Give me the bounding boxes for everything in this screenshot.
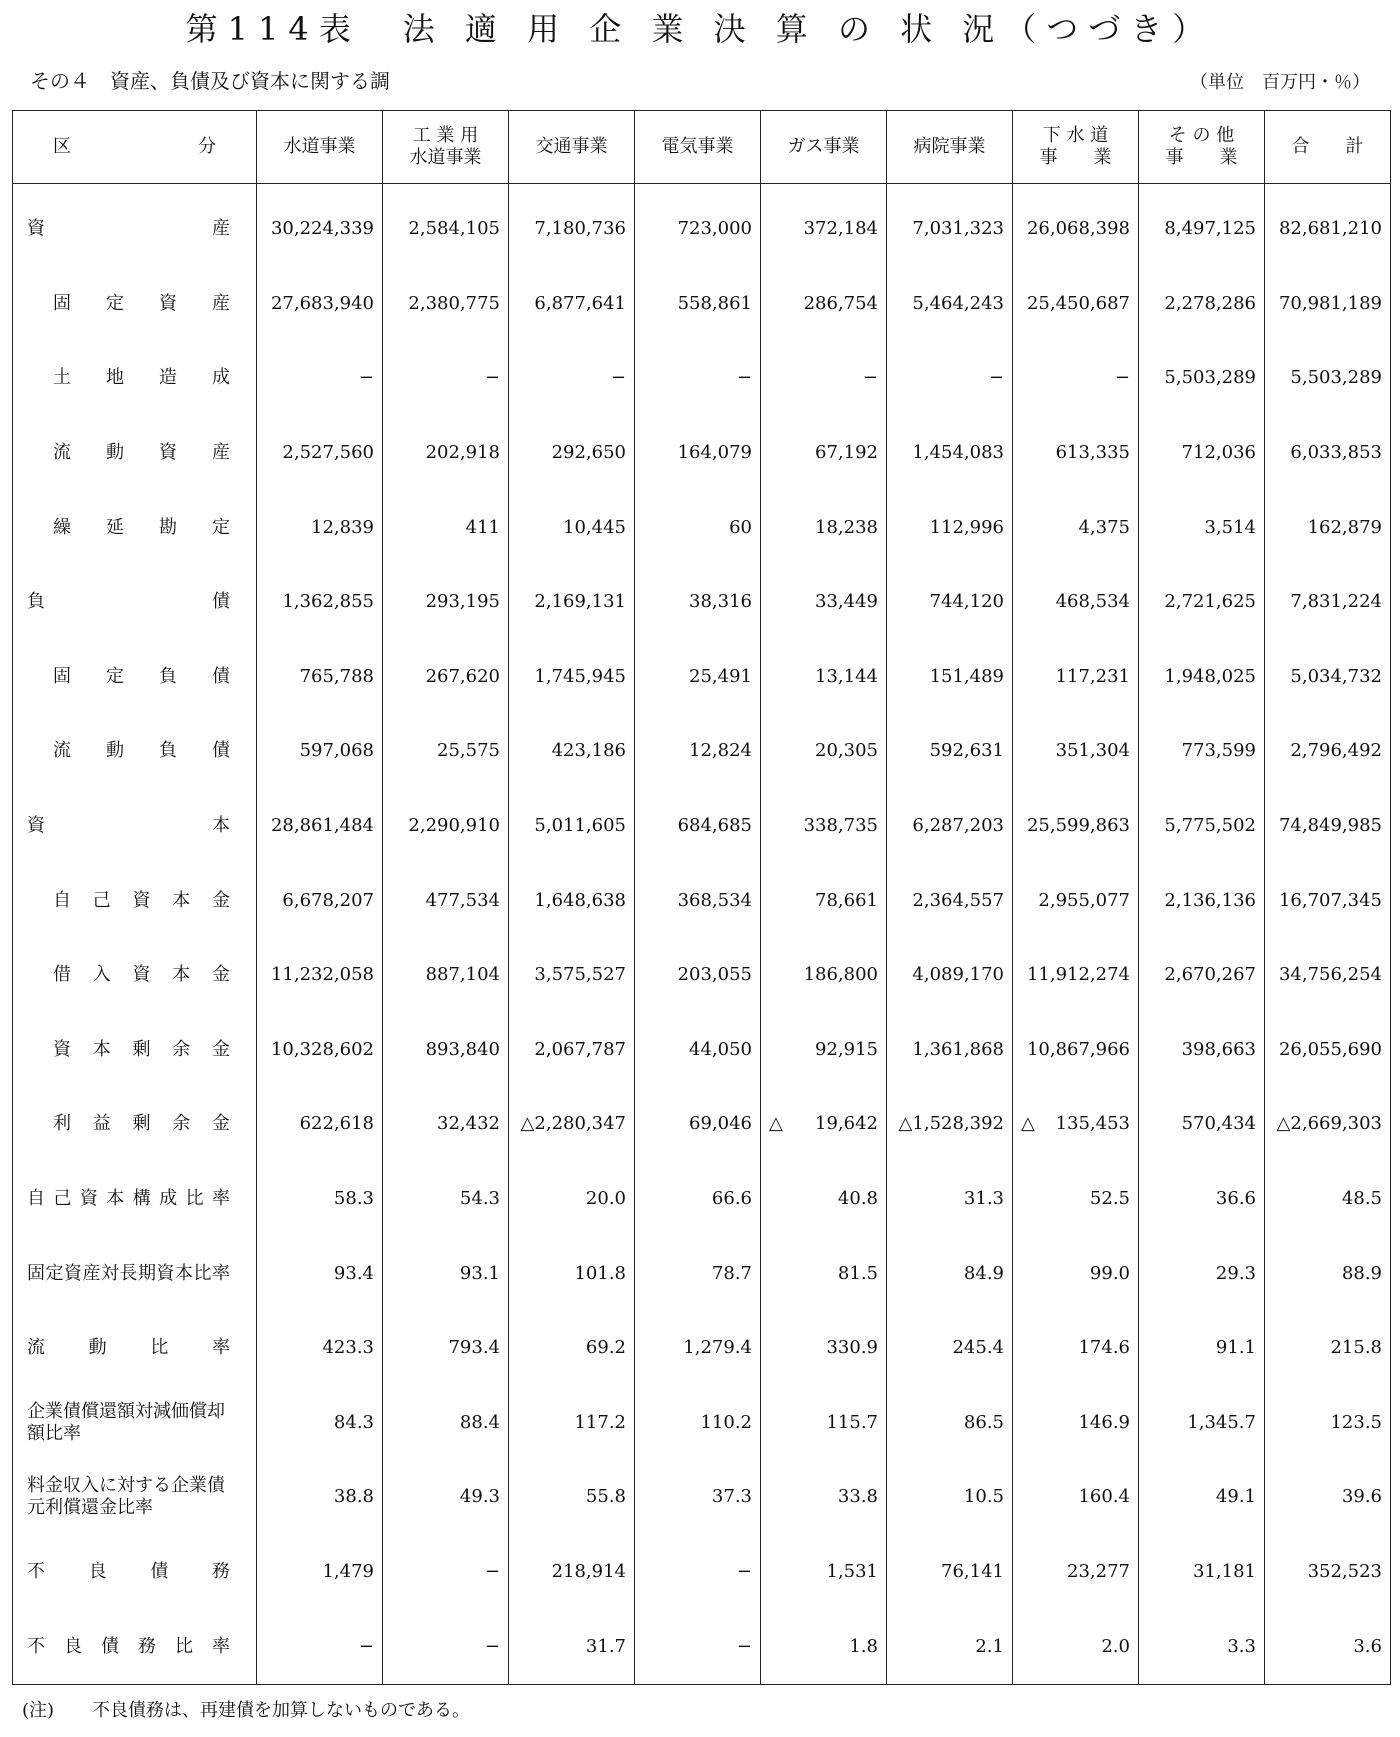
table-cell: −: [383, 341, 509, 416]
table-cell: 5,011,605: [509, 789, 635, 864]
table-cell: 67,192: [761, 416, 887, 491]
table-cell: 5,503,289: [1265, 341, 1391, 416]
table-cell: 893,840: [383, 1013, 509, 1088]
table-cell: 293,195: [383, 565, 509, 640]
table-cell: 76,141: [887, 1535, 1013, 1610]
table-cell: 10,445: [509, 490, 635, 565]
table-cell: 12,824: [635, 714, 761, 789]
table-cell: 5,034,732: [1265, 640, 1391, 715]
table-cell: 2,136,136: [1139, 863, 1265, 938]
table-cell: 55.8: [509, 1460, 635, 1535]
table-cell: 2.1: [887, 1609, 1013, 1684]
table-cell: 112,996: [887, 490, 1013, 565]
table-cell: 10.5: [887, 1460, 1013, 1535]
table-cell: 267,620: [383, 640, 509, 715]
table-cell: 146.9: [1013, 1386, 1139, 1461]
row-label: 流 動 負 債: [53, 740, 230, 762]
table-cell: 592,631: [887, 714, 1013, 789]
table-cell: 16,707,345: [1265, 863, 1391, 938]
table-cell: 245.4: [887, 1311, 1013, 1386]
table-row: [13, 1535, 1391, 1610]
table-row: [13, 714, 1391, 789]
table-cell: 92,915: [761, 1013, 887, 1088]
table-cell: 7,831,224: [1265, 565, 1391, 640]
table-cell: −: [509, 341, 635, 416]
table-cell: 8,497,125: [1139, 184, 1265, 267]
table-cell: 2,584,105: [383, 184, 509, 267]
table-cell: △2,280,347: [509, 1087, 635, 1162]
table-cell: −: [257, 1609, 383, 1684]
table-cell: 39.6: [1265, 1460, 1391, 1535]
table-cell: 151,489: [887, 640, 1013, 715]
table-cell: 31,181: [1139, 1535, 1265, 1610]
table-cell: 54.3: [383, 1162, 509, 1237]
footnote-mark: (注): [22, 1700, 55, 1721]
table-cell: 34,756,254: [1265, 938, 1391, 1013]
column-header: 下 水 道 事 業: [1013, 111, 1139, 184]
table-cell: 477,534: [383, 863, 509, 938]
table-cell: 1,745,945: [509, 640, 635, 715]
table-cell: 49.3: [383, 1460, 509, 1535]
row-label: 料金収入に対する企業債 元利償還金比率: [27, 1475, 225, 1519]
table-cell: 30,224,339: [257, 184, 383, 267]
table-cell: 84.3: [257, 1386, 383, 1461]
table-cell: 2,278,286: [1139, 267, 1265, 342]
table-cell: 1.8: [761, 1609, 887, 1684]
table-cell: 887,104: [383, 938, 509, 1013]
table-cell: 78.7: [635, 1236, 761, 1311]
table-cell: 160.4: [1013, 1460, 1139, 1535]
table-cell: 1,345.7: [1139, 1386, 1265, 1461]
table-cell: 773,599: [1139, 714, 1265, 789]
table-cell: 1,648,638: [509, 863, 635, 938]
table-cell: 411: [383, 490, 509, 565]
table-cell: 31.7: [509, 1609, 635, 1684]
unit-label: （単位 百万円・％）: [1190, 72, 1370, 93]
column-header: 交通事業: [509, 111, 635, 184]
table-row: [13, 863, 1391, 938]
table-cell: 10,867,966: [1013, 1013, 1139, 1088]
row-label: 固 定 資 産: [53, 292, 230, 314]
row-label: 負 債: [27, 591, 230, 613]
row-label: 固定資産対長期資本比率: [27, 1262, 230, 1284]
column-header: ガス事業: [761, 111, 887, 184]
table-cell: 117,231: [1013, 640, 1139, 715]
table-cell: 28,861,484: [257, 789, 383, 864]
table-cell: 32,432: [383, 1087, 509, 1162]
table-cell: 93.1: [383, 1236, 509, 1311]
table-cell: 423.3: [257, 1311, 383, 1386]
table-cell: 7,180,736: [509, 184, 635, 267]
table-cell: 164,079: [635, 416, 761, 491]
table-cell: 82,681,210: [1265, 184, 1391, 267]
row-label: 資 産: [27, 218, 230, 240]
table-cell: 110.2: [635, 1386, 761, 1461]
table-cell: △2,669,303: [1265, 1087, 1391, 1162]
table-cell: −: [635, 1609, 761, 1684]
table-cell: 117.2: [509, 1386, 635, 1461]
table-cell: 52.5: [1013, 1162, 1139, 1237]
table-cell: 2,527,560: [257, 416, 383, 491]
table-cell: 4,375: [1013, 490, 1139, 565]
row-label: 流 動 資 産: [53, 442, 230, 464]
negative-marker: △: [1021, 1113, 1035, 1135]
table-cell: −: [635, 1535, 761, 1610]
footnote-text: 不良債務は、再建債を加算しないものである。: [92, 1700, 470, 1721]
table-row: [13, 267, 1391, 342]
table-cell: 101.8: [509, 1236, 635, 1311]
table-cell: 11,232,058: [257, 938, 383, 1013]
table-cell: 4,089,170: [887, 938, 1013, 1013]
table-cell: 203,055: [635, 938, 761, 1013]
table-cell: 2,290,910: [383, 789, 509, 864]
footnote: [22, 1698, 470, 1724]
table-cell: 6,033,853: [1265, 416, 1391, 491]
table-row: [13, 1013, 1391, 1088]
table-cell: 31.3: [887, 1162, 1013, 1237]
row-label: 不 良 債 務: [27, 1560, 230, 1582]
table-cell: 12,839: [257, 490, 383, 565]
row-label: 繰 延 勘 定: [53, 516, 230, 538]
table-row: [13, 938, 1391, 1013]
table-cell: 11,912,274: [1013, 938, 1139, 1013]
table-cell: 81.5: [761, 1236, 887, 1311]
table-cell: 25,450,687: [1013, 267, 1139, 342]
table-cell: 26,068,398: [1013, 184, 1139, 267]
table-cell: 3.3: [1139, 1609, 1265, 1684]
table-cell: 5,464,243: [887, 267, 1013, 342]
table-cell: 570,434: [1139, 1087, 1265, 1162]
table-cell: 468,534: [1013, 565, 1139, 640]
table-cell: 215.8: [1265, 1311, 1391, 1386]
table-cell: 622,618: [257, 1087, 383, 1162]
table-cell: △1,528,392: [887, 1087, 1013, 1162]
row-label: 固 定 負 債: [53, 665, 230, 687]
table-cell: 1,531: [761, 1535, 887, 1610]
table-cell: [1013, 1087, 1139, 1162]
table-cell: 38.8: [257, 1460, 383, 1535]
table-cell: 162,879: [1265, 490, 1391, 565]
table-cell: 423,186: [509, 714, 635, 789]
table-row: [13, 1460, 1391, 1535]
table-cell: 368,534: [635, 863, 761, 938]
table-cell: 1,479: [257, 1535, 383, 1610]
table-cell: 2,670,267: [1139, 938, 1265, 1013]
table-cell: 2,067,787: [509, 1013, 635, 1088]
table-cell: −: [383, 1609, 509, 1684]
table-cell: 2,364,557: [887, 863, 1013, 938]
table-cell: 66.6: [635, 1162, 761, 1237]
table-cell: 58.3: [257, 1162, 383, 1237]
table-row: [13, 416, 1391, 491]
table-cell: 2,721,625: [1139, 565, 1265, 640]
table-cell: 2.0: [1013, 1609, 1139, 1684]
table-cell: 86.5: [887, 1386, 1013, 1461]
table-cell: 6,287,203: [887, 789, 1013, 864]
table-cell: 33,449: [761, 565, 887, 640]
table-row: [13, 1311, 1391, 1386]
table-cell: 5,775,502: [1139, 789, 1265, 864]
table-header-row: [13, 111, 1391, 184]
column-header: 病院事業: [887, 111, 1013, 184]
table-cell: 60: [635, 490, 761, 565]
table-cell: 2,380,775: [383, 267, 509, 342]
column-header: 工 業 用 水道事業: [383, 111, 509, 184]
table-cell: −: [635, 341, 761, 416]
table-cell: 88.4: [383, 1386, 509, 1461]
table-cell: 84.9: [887, 1236, 1013, 1311]
table-cell: 33.8: [761, 1460, 887, 1535]
row-label: 自己資本構成比率: [27, 1188, 230, 1210]
table-cell: 1,454,083: [887, 416, 1013, 491]
table-cell: 93.4: [257, 1236, 383, 1311]
table-cell: 712,036: [1139, 416, 1265, 491]
table-cell: 218,914: [509, 1535, 635, 1610]
negative-value: 19,642: [815, 1113, 878, 1135]
table-cell: 48.5: [1265, 1162, 1391, 1237]
row-label: 企業債償還額対減価償却 額比率: [27, 1400, 225, 1444]
table-cell: 6,678,207: [257, 863, 383, 938]
table-cell: 69.2: [509, 1311, 635, 1386]
table-row: [13, 640, 1391, 715]
table-cell: 25,491: [635, 640, 761, 715]
table-cell: −: [887, 341, 1013, 416]
table-cell: 174.6: [1013, 1311, 1139, 1386]
table-cell: 18,238: [761, 490, 887, 565]
table-row: [13, 1236, 1391, 1311]
table-cell: 25,599,863: [1013, 789, 1139, 864]
table-cell: 3,575,527: [509, 938, 635, 1013]
table-cell: 70,981,189: [1265, 267, 1391, 342]
column-header: 電気事業: [635, 111, 761, 184]
table-cell: 398,663: [1139, 1013, 1265, 1088]
row-label: 自 己 資 本 金: [53, 889, 230, 911]
table-cell: 13,144: [761, 640, 887, 715]
table-cell: 1,361,868: [887, 1013, 1013, 1088]
table-title: 第114表 法 適 用 企 業 決 算 の 状 況（つづき）: [185, 10, 1215, 48]
table-cell: 1,362,855: [257, 565, 383, 640]
table-row: [13, 1609, 1391, 1684]
table-cell: 26,055,690: [1265, 1013, 1391, 1088]
table-cell: 744,120: [887, 565, 1013, 640]
table-cell: 99.0: [1013, 1236, 1139, 1311]
table-cell: 765,788: [257, 640, 383, 715]
table-cell: 684,685: [635, 789, 761, 864]
table-row: [13, 565, 1391, 640]
table-cell: 202,918: [383, 416, 509, 491]
table-cell: 115.7: [761, 1386, 887, 1461]
table-cell: 286,754: [761, 267, 887, 342]
table-cell: 3,514: [1139, 490, 1265, 565]
table-cell: 37.3: [635, 1460, 761, 1535]
table-cell: 351,304: [1013, 714, 1139, 789]
row-label: 利 益 剰 余 金: [53, 1113, 230, 1135]
table-cell: 78,661: [761, 863, 887, 938]
table-cell: 2,955,077: [1013, 863, 1139, 938]
table-cell: 2,169,131: [509, 565, 635, 640]
table-cell: −: [257, 341, 383, 416]
column-header: そ の 他 事 業: [1139, 111, 1265, 184]
table-cell: 27,683,940: [257, 267, 383, 342]
table-row: [13, 1087, 1391, 1162]
table-cell: 29.3: [1139, 1236, 1265, 1311]
negative-marker: △: [769, 1113, 783, 1135]
table-cell: 6,877,641: [509, 267, 635, 342]
table-cell: 40.8: [761, 1162, 887, 1237]
table-cell: 20,305: [761, 714, 887, 789]
table-cell: 25,575: [383, 714, 509, 789]
table-cell: 1,279.4: [635, 1311, 761, 1386]
table-cell: 338,735: [761, 789, 887, 864]
table-cell: 23,277: [1013, 1535, 1139, 1610]
table-row: [13, 789, 1391, 864]
table-cell: 7,031,323: [887, 184, 1013, 267]
table-cell: 5,503,289: [1139, 341, 1265, 416]
table-cell: 597,068: [257, 714, 383, 789]
table-cell: 123.5: [1265, 1386, 1391, 1461]
row-label: 資 本: [27, 815, 230, 837]
row-label: 土 地 造 成: [53, 367, 230, 389]
negative-value: 135,453: [1055, 1113, 1130, 1135]
table-cell: 20.0: [509, 1162, 635, 1237]
table-subtitle: その４ 資産、負債及び資本に関する調: [30, 69, 390, 93]
row-label: 流 動 比 率: [27, 1337, 230, 1359]
table-cell: 1,948,025: [1139, 640, 1265, 715]
table-cell: 352,523: [1265, 1535, 1391, 1610]
table-cell: −: [383, 1535, 509, 1610]
table-cell: 36.6: [1139, 1162, 1265, 1237]
table-cell: 613,335: [1013, 416, 1139, 491]
column-header-category: 区 分: [13, 111, 257, 184]
table-cell: 2,796,492: [1265, 714, 1391, 789]
table-cell: 793.4: [383, 1311, 509, 1386]
table-row: [13, 1386, 1391, 1461]
row-label: 不 良 債 務 比 率: [27, 1635, 230, 1657]
table-cell: 69,046: [635, 1087, 761, 1162]
table-row: [13, 1162, 1391, 1237]
table-row: [13, 341, 1391, 416]
column-header: 水道事業: [257, 111, 383, 184]
table-cell: −: [1013, 341, 1139, 416]
table-cell: 88.9: [1265, 1236, 1391, 1311]
table-cell: 91.1: [1139, 1311, 1265, 1386]
table-cell: 74,849,985: [1265, 789, 1391, 864]
table-cell: 10,328,602: [257, 1013, 383, 1088]
table-cell: 186,800: [761, 938, 887, 1013]
row-label: 資 本 剰 余 金: [53, 1038, 230, 1060]
table-cell: −: [761, 341, 887, 416]
row-label: 借 入 資 本 金: [53, 964, 230, 986]
table-cell: 330.9: [761, 1311, 887, 1386]
table-cell: 558,861: [635, 267, 761, 342]
table-body: [13, 184, 1391, 1685]
table-cell: [761, 1087, 887, 1162]
table-cell: 44,050: [635, 1013, 761, 1088]
financial-table: [12, 110, 1391, 1685]
column-header-total: 合 計: [1265, 111, 1391, 184]
table-cell: 292,650: [509, 416, 635, 491]
table-cell: 723,000: [635, 184, 761, 267]
table-cell: 38,316: [635, 565, 761, 640]
table-row: [13, 184, 1391, 267]
table-row: [13, 490, 1391, 565]
table-cell: 49.1: [1139, 1460, 1265, 1535]
table-cell: 372,184: [761, 184, 887, 267]
table-cell: 3.6: [1265, 1609, 1391, 1684]
